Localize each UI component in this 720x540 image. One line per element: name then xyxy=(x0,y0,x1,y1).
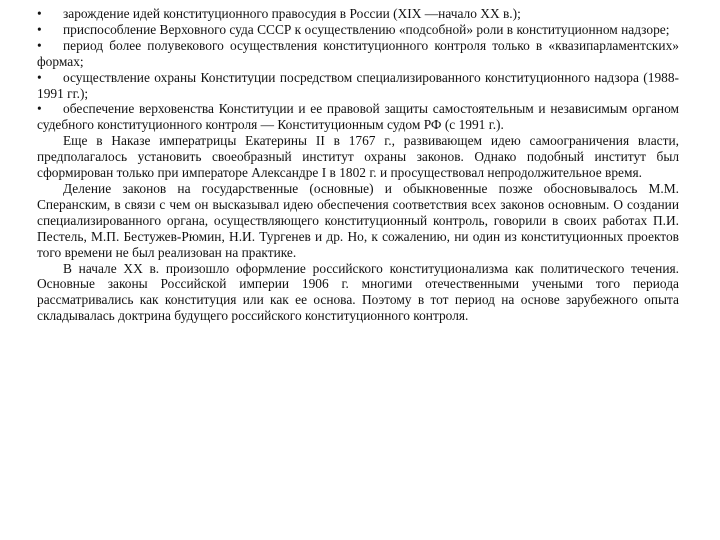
bullet-text-1: зарождение идей конституционного правосудия в России (XIX —начало XX в.); xyxy=(63,6,521,21)
bullet-list xyxy=(37,6,679,133)
bullet-marker: • xyxy=(37,21,42,37)
bullet-text-4: осуществление охраны Конституции посредством специализированного конституционного надзора (1988-1991 гг.); xyxy=(37,69,679,101)
bullet-item-2 xyxy=(37,22,679,38)
bullet-item-3 xyxy=(37,38,679,70)
bullet-text-2: приспособление Верховного суда СССР к осуществлению «подсобной» роли в конституционном надзоре; xyxy=(63,21,670,37)
bullet-marker: • xyxy=(37,6,42,21)
bullet-marker: • xyxy=(37,69,42,85)
bullet-marker: • xyxy=(37,101,42,117)
bullet-marker: • xyxy=(37,37,42,53)
paragraph-catherine: Еще в Наказе императрицы Екатерины II в 1767 г., развивающем идею самоограничения власти, предполагалось установить своеобразный институт охраны законов. Однако подобный институт был сформирован только при императоре Александре I в 1802 г. и просуществовал непродолжительное время. xyxy=(37,133,679,181)
paragraph-speransky: Деление законов на государственные (основные) и обыкновенные позже обосновывалось М.М. Сперанским, в связи с чем он высказывал идею обеспечения соответствия всех законов основным. О создании специализированного органа, осуществляющего конституционный контроль, говорили в своих работах П.И. Пестель, М.П. Бестужев-Рюмин, Н.И. Тургенев и др. Но, к сожалению, ни один из конституционных проектов того времени не был реализован на практике. xyxy=(37,180,679,260)
bullet-text-3: период более полувекового осуществления конституционного контроля только в «квазипарламентских» формах; xyxy=(37,37,679,69)
document-page xyxy=(37,6,679,324)
bullet-item-5 xyxy=(37,101,679,133)
bullet-text-5: обеспечение верховенства Конституции и ее правовой защиты самостоятельным и независимым органом судебного конституционного контроля — Конституционным судом РФ (с 1991 г.). xyxy=(37,101,679,133)
bullet-item-1 xyxy=(37,6,679,22)
bullet-item-4 xyxy=(37,70,679,102)
paragraph-xx-century: В начале XX в. произошло оформление российского конституционализма как политического течения. Основные законы Российской империи 1906 г. многими отечественными учеными того периода рассматривались как конституция или как ее основа. Поэтому в тот период на основе зарубежного опыта складывалась доктрина будущего российского конституционного контроля. xyxy=(37,260,679,324)
